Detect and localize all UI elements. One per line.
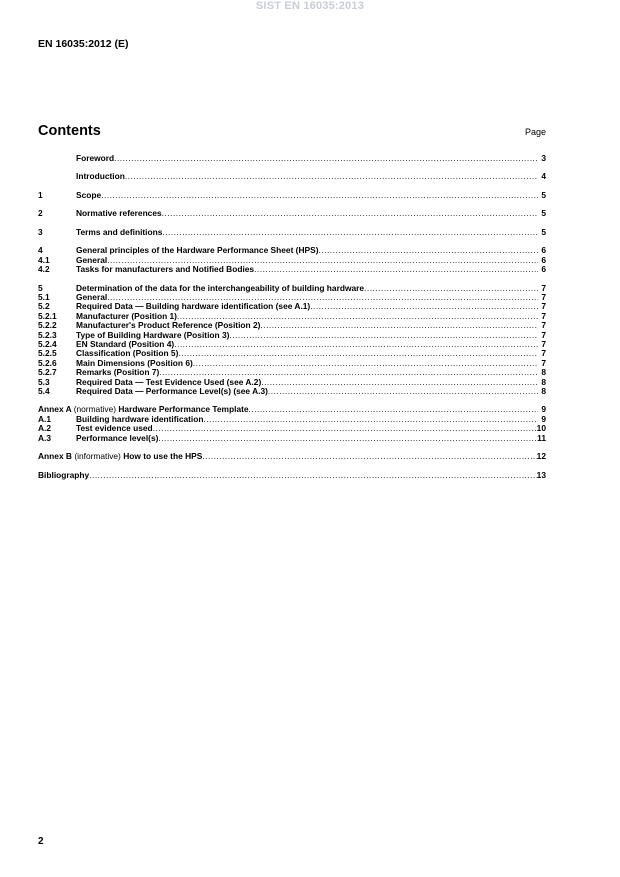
toc-entry[interactable] [38, 284, 546, 293]
toc-entry-title: Performance level(s) [76, 432, 159, 443]
toc-entry-page: 6 [541, 264, 546, 275]
dot-leader [178, 349, 538, 358]
toc-entry-page: 7 [541, 301, 546, 312]
toc-entry-page: 7 [541, 348, 546, 359]
toc-entry-page: 8 [541, 376, 546, 387]
dot-leader [268, 387, 538, 396]
toc-entry-title: Remarks (Position 7) [76, 367, 160, 378]
toc-entry-page: 5 [541, 208, 546, 219]
toc-entry-number: 5 [38, 282, 43, 293]
annex-a-qualifier: (normative) [73, 404, 117, 415]
dot-leader [229, 331, 538, 340]
toc-entry[interactable] [38, 265, 546, 274]
annex-a-label: Annex A [38, 404, 72, 415]
dot-leader [158, 434, 537, 443]
toc-entry-page: 7 [541, 329, 546, 340]
toc-entry-page: 9 [541, 404, 546, 415]
toc-entry-page: 7 [541, 282, 546, 293]
toc-entry[interactable] [38, 387, 546, 396]
toc-entry-title: Introduction [76, 171, 125, 182]
toc-entry-number: 2 [38, 208, 43, 219]
dot-leader [318, 246, 538, 255]
annex-b-heading [38, 452, 202, 461]
toc-entry-page: 10 [536, 423, 546, 434]
toc-entry-number: 5.2 [38, 301, 50, 312]
toc-entry[interactable] [38, 434, 546, 443]
toc-spacer [38, 462, 546, 471]
table-of-contents [38, 154, 546, 480]
toc-entry-title: Tasks for manufacturers and Notified Bodies [76, 264, 255, 275]
annex-b-title: How to use the HPS [123, 451, 203, 462]
toc-entry-page: 8 [541, 367, 546, 378]
toc-entry-number: A.2 [38, 423, 52, 434]
toc-entry-title: Required Data — Performance Level(s) (see A.3) [76, 385, 268, 396]
toc-entry-page: 12 [536, 451, 546, 462]
toc-entry-number: 4.2 [38, 264, 50, 275]
toc-entry-page: 7 [541, 320, 546, 331]
toc-entry-page: 4 [541, 171, 546, 182]
toc-entry-number: 4.1 [38, 254, 50, 265]
toc-entry-title: Manufacturer (Position 1) [76, 310, 177, 321]
toc-entry-number: 1 [38, 189, 43, 200]
toc-entry-page: 5 [541, 189, 546, 200]
toc-entry-title: Foreword [76, 153, 115, 163]
page-column-label: Page [524, 127, 546, 137]
toc-entry-title: Classification (Position 5) [76, 348, 179, 359]
toc-bibliography[interactable] [38, 471, 546, 480]
dot-leader [125, 172, 538, 181]
toc-entry-page: 6 [541, 254, 546, 265]
document-id: EN 16035:2012 (E) [38, 38, 129, 50]
toc-entry-title: Type of Building Hardware (Position 3) [76, 329, 230, 340]
toc-entry[interactable] [38, 172, 546, 181]
toc-entry-page: 7 [541, 357, 546, 368]
contents-heading: Contents [38, 123, 101, 139]
dot-leader [310, 302, 538, 311]
page-number: 2 [38, 836, 44, 847]
dot-leader [114, 154, 538, 163]
toc-annex-b[interactable] [38, 452, 546, 461]
dot-leader [204, 415, 539, 424]
toc-entry-number: 5.2.3 [38, 329, 57, 340]
bibliography-title: Bibliography [38, 469, 90, 480]
toc-entry-number: 5.2.4 [38, 339, 57, 350]
toc-entry-title: Required Data — Building hardware identification (see A.1) [76, 301, 311, 312]
toc-entry-number: 5.2.1 [38, 310, 57, 321]
toc-entry-page: 7 [541, 292, 546, 303]
toc-entry[interactable] [38, 209, 546, 218]
toc-entry-number: 5.3 [38, 376, 50, 387]
annex-b-qualifier: (informative) [74, 451, 121, 462]
toc-entry[interactable] [38, 191, 546, 200]
toc-entry-number: 5.2.6 [38, 357, 57, 368]
toc-entry-number: 4 [38, 245, 43, 256]
toc-entry-title: Terms and definitions [76, 226, 163, 237]
toc-entry-title: EN Standard (Position 4) [76, 339, 175, 350]
toc-entry-page: 7 [541, 310, 546, 321]
dot-leader [202, 452, 536, 461]
dot-leader [249, 405, 538, 414]
toc-entry-number: 5.4 [38, 385, 50, 396]
toc-entry-title: Normative references [76, 208, 162, 219]
toc-entry[interactable] [38, 228, 546, 237]
dot-leader [261, 378, 538, 387]
toc-entry-number: 5.2.2 [38, 320, 57, 331]
toc-entry-page: 9 [541, 413, 546, 424]
toc-entry-page: 7 [541, 339, 546, 350]
toc-spacer [38, 182, 546, 191]
dot-leader [364, 284, 538, 293]
toc-entry-number: A.1 [38, 413, 52, 424]
annex-b-label: Annex B [38, 451, 72, 462]
toc-entry-page: 3 [541, 153, 546, 163]
toc-entry[interactable] [38, 246, 546, 255]
dot-leader [193, 359, 538, 368]
toc-entry-title: Test evidence used [76, 423, 153, 434]
dot-leader [89, 471, 536, 480]
toc-entry-page: 13 [536, 469, 546, 480]
toc-entry-number: 5.2.7 [38, 367, 57, 378]
toc-entry-title: Building hardware identification [76, 413, 204, 424]
toc-entry-number: 5.2.5 [38, 348, 57, 359]
toc-entry-page: 5 [541, 226, 546, 237]
toc-entry-title: General [76, 292, 108, 303]
toc-entry-title: Required Data — Test Evidence Used (see A.2) [76, 376, 262, 387]
toc-entry-title: General principles of the Hardware Performance Sheet (HPS) [76, 245, 319, 256]
dot-leader [174, 340, 538, 349]
toc-entry[interactable] [38, 154, 546, 163]
dot-leader [260, 321, 538, 330]
toc-entry-number: 3 [38, 226, 43, 237]
dot-leader [153, 424, 537, 433]
toc-entry-page: 11 [537, 432, 546, 443]
toc-entry-title: Manufacturer's Product Reference (Position 2) [76, 320, 261, 331]
dot-leader [254, 265, 538, 274]
annex-a-title: Hardware Performance Template [118, 404, 249, 415]
toc-entry-title: Scope [76, 189, 102, 200]
toc-entry-page: 8 [541, 385, 546, 396]
watermark: SIST EN 16035:2013 [255, 0, 365, 12]
toc-entry-title: Main Dimensions (Position 6) [76, 357, 193, 368]
toc-entry-title: General [76, 254, 108, 265]
toc-entry-title: Determination of the data for the interchangeability of building hardware [76, 282, 365, 293]
toc-entry-number: 5.1 [38, 292, 50, 303]
toc-entry-number: A.3 [38, 432, 52, 443]
dot-leader [101, 191, 538, 200]
toc-entry-page: 6 [541, 245, 546, 256]
dot-leader [162, 209, 538, 218]
dot-leader [162, 228, 538, 237]
